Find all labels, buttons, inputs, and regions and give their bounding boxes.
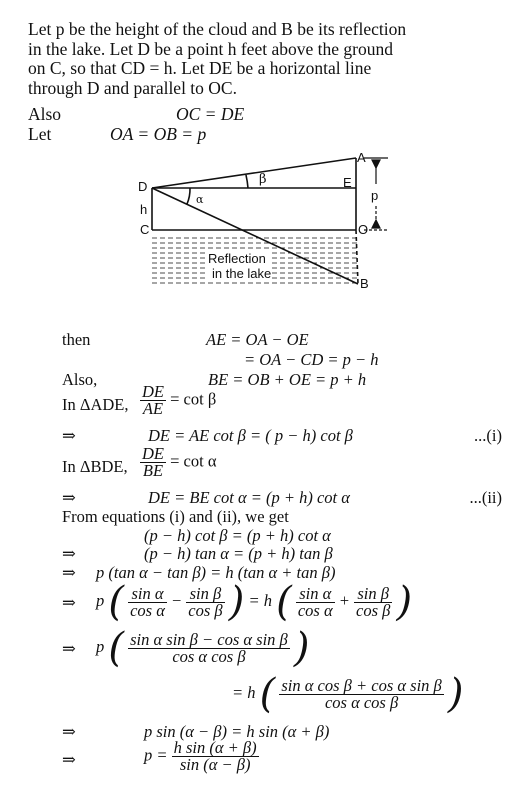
fraction-denominator: cos α cos β: [324, 692, 399, 712]
fraction-denominator: AE: [142, 399, 164, 418]
fraction-numerator: sin α: [296, 586, 335, 603]
fraction-numerator: sin β: [354, 586, 392, 603]
p-symbol: p: [96, 636, 105, 656]
beta-label: β: [259, 172, 267, 187]
plus-sign: +: [338, 590, 350, 610]
equals-h: = h: [232, 682, 256, 702]
de-first-row: [62, 426, 502, 448]
h-label: h: [140, 202, 148, 217]
reflection-label: Reflection: [208, 251, 266, 266]
intro-line: through D and parallel to OC.: [28, 77, 237, 98]
alpha-label: α: [196, 193, 204, 206]
cot-beta: = cot β: [170, 389, 217, 409]
equation-tag-ii: ...(ii): [469, 488, 502, 507]
step-1-equation: (p − h) cot β = (p + h) cot α: [144, 526, 331, 545]
p-equals: p =: [144, 745, 168, 765]
minus-sign: −: [171, 590, 183, 610]
equation-tag-i: ...(i): [474, 426, 502, 445]
implies-arrow: ⇒: [62, 593, 76, 612]
point-d-label: D: [138, 179, 148, 194]
de-over-ae: [140, 384, 216, 417]
fraction-numerator: DE: [142, 444, 164, 463]
then-row: [62, 330, 482, 352]
implies-arrow: ⇒: [62, 563, 76, 582]
then-row-2: [62, 350, 482, 372]
fraction-numerator: sin α sin β − cos α sin β: [130, 629, 288, 649]
de-equation-i: DE = AE cot β = ( p − h) cot β: [148, 426, 353, 445]
cloud-reflection-figure: [120, 148, 420, 298]
implies-arrow: ⇒: [62, 426, 76, 445]
p-label: p: [371, 188, 379, 203]
ae-equation: AE = OA − OE: [206, 330, 309, 349]
final-result: [144, 740, 259, 773]
de-over-be: [140, 446, 216, 479]
implies-arrow: ⇒: [62, 639, 76, 658]
point-b-label: B: [360, 276, 369, 291]
then-label: then: [62, 330, 91, 349]
implies-arrow: ⇒: [62, 750, 76, 769]
intro-line: Let p be the height of the cloud and B be its reflection: [28, 19, 407, 39]
implies-arrow: ⇒: [62, 488, 76, 507]
from-equations-text: From equations (i) and (ii), we get: [62, 507, 289, 526]
cot-alpha: = cot α: [170, 451, 217, 471]
also-label: Also: [28, 104, 62, 124]
in-the-lake-label: in the lake: [212, 266, 272, 281]
implies-arrow: ⇒: [62, 722, 76, 741]
intro-line: on C, so that CD = h. Let DE be a horizontal line: [28, 58, 372, 78]
also-row-label: Also,: [62, 370, 98, 389]
fraction-numerator: sin β: [186, 586, 224, 603]
ae-equation-continued: = OA − CD = p − h: [244, 350, 379, 369]
step-7-equation: p sin (α − β) = h sin (α + β): [144, 722, 330, 741]
fraction-denominator: sin (α − β): [179, 755, 251, 774]
in-bde-row: [62, 446, 482, 486]
de-equation-ii: DE = BE cot α = (p + h) cot α: [148, 488, 350, 507]
intro-line: in the lake. Let D be a point h feet above the ground: [28, 38, 393, 59]
step-6-expression: = h ( $\frac{\text{sin α cos β + cos α sin β}}{\text{cos α cos β}}$ ): [232, 671, 464, 717]
also-equation: OC = DE: [176, 104, 245, 124]
in-bde-label: In ΔBDE,: [62, 457, 128, 476]
point-o-label: O: [358, 222, 369, 237]
p-symbol: p: [96, 590, 105, 610]
intro-paragraph: [28, 20, 498, 98]
fraction-numerator: h sin (α + β): [173, 738, 257, 757]
step-4-row: [62, 579, 502, 626]
in-ade-label: In ΔADE,: [62, 395, 129, 414]
let-equation: OA = OB = p: [110, 124, 207, 144]
step-3-equation: p (tan α − tan β) = h (tan α + tan β): [96, 563, 336, 582]
equals-h: = h: [248, 590, 272, 610]
fraction-denominator: cos α: [130, 600, 165, 620]
point-a-label: A: [357, 150, 366, 165]
fraction-numerator: sin α: [128, 586, 167, 603]
fraction-numerator: sin α cos β + cos α sin β: [281, 675, 442, 695]
implies-arrow: ⇒: [62, 544, 76, 563]
point-e-label: E: [343, 175, 352, 190]
fraction-denominator: cos β: [356, 600, 391, 620]
step-6-row: [62, 671, 502, 718]
be-equation: BE = OB + OE = p + h: [208, 370, 367, 389]
step-5-row: [62, 625, 502, 672]
point-c-label: C: [140, 222, 150, 237]
fraction-denominator: cos α cos β: [172, 646, 246, 666]
fraction-denominator: BE: [142, 461, 164, 480]
step-5-expression: p ( $\frac{\text{sin α sin β − cos α sin β}}{\text{cos α cos β}}$ ): [96, 625, 310, 671]
let-label: Let: [28, 124, 52, 144]
step-2-equation: (p − h) tan α = (p + h) tan β: [144, 544, 333, 563]
step-4-expression: p ( $\frac{\text{sin α}}{\text{cos α}}$ − $\frac{\text{sin β}}{\text{cos β}}$ ) = h ( $\frac{\text{sin α}}{\text{cos α}}$ + $\frac{\text{sin β}}{\text{cos β}}$ ): [96, 579, 413, 625]
fraction-numerator: DE: [142, 382, 164, 401]
in-ade-row: [62, 384, 482, 424]
fraction-denominator: cos β: [188, 600, 223, 620]
step-8-row: [62, 740, 482, 780]
fraction-denominator: cos α: [297, 600, 333, 620]
